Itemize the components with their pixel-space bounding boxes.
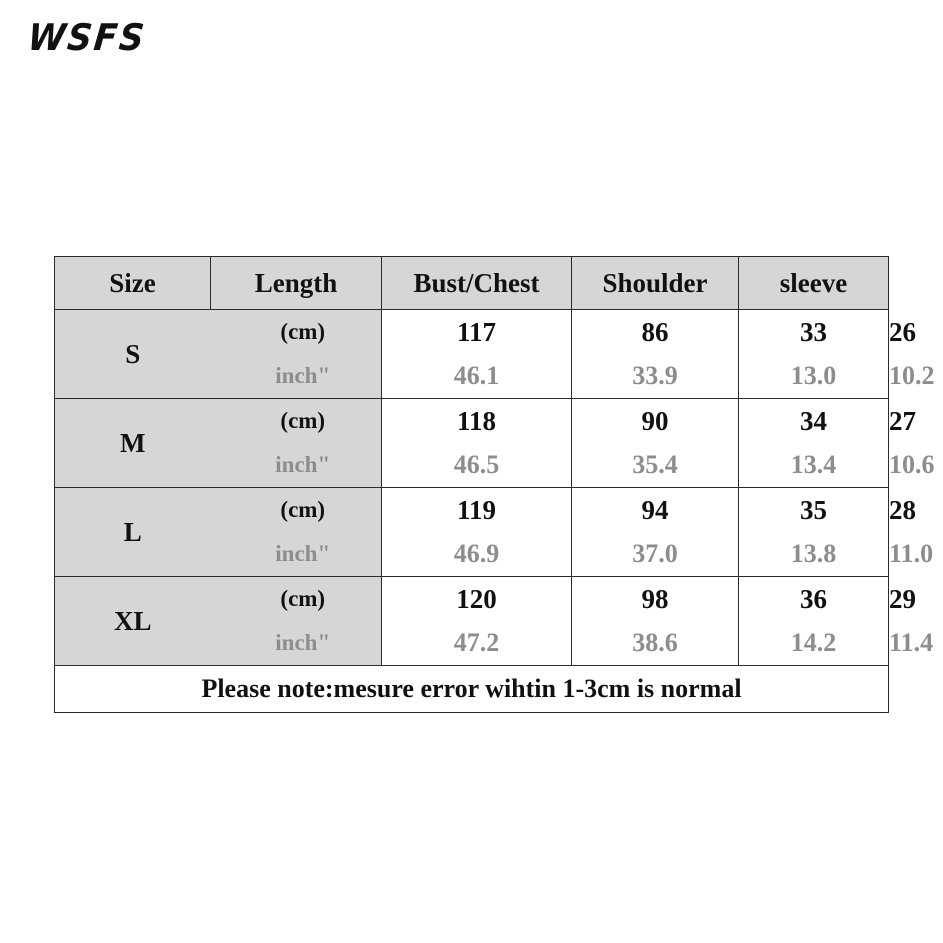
table-header-row <box>55 257 889 310</box>
cell-m-shoulder-cm: 34 <box>739 399 889 444</box>
cell-m-shoulder-inch: 13.4 <box>739 443 889 488</box>
cell-s-bust-inch: 33.9 <box>572 354 739 399</box>
cell-s-length-inch: 46.1 <box>382 354 572 399</box>
cell-s-shoulder-inch: 13.0 <box>739 354 889 399</box>
unit-label-cm: (cm) <box>211 577 382 622</box>
cell-xl-bust-cm: 98 <box>572 577 739 622</box>
cell-l-bust-inch: 37.0 <box>572 532 739 577</box>
table-row: inch" 47.2 38.6 14.2 11.4 <box>55 621 889 666</box>
brand-logo: WSFS <box>25 16 148 60</box>
table-row <box>55 666 889 713</box>
unit-label-cm: (cm) <box>211 399 382 444</box>
column-header-size: Size <box>55 257 211 310</box>
cell-l-length-cm: 119 <box>382 488 572 533</box>
cell-s-shoulder-cm: 33 <box>739 310 889 355</box>
size-label-l: L <box>55 488 211 577</box>
cell-s-bust-cm: 86 <box>572 310 739 355</box>
cell-s-length-cm: 117 <box>382 310 572 355</box>
cell-l-shoulder-cm: 35 <box>739 488 889 533</box>
table-row: XL (cm) 120 98 36 29 <box>55 577 889 622</box>
unit-label-inch: inch" <box>211 443 382 488</box>
table-row: inch" 46.9 37.0 13.8 11.0 <box>55 532 889 577</box>
size-label-s: S <box>55 310 211 399</box>
size-label-xl: XL <box>55 577 211 666</box>
cell-l-bust-cm: 94 <box>572 488 739 533</box>
size-chart-table <box>54 256 935 713</box>
cell-xl-bust-inch: 38.6 <box>572 621 739 666</box>
unit-label-cm: (cm) <box>211 310 382 355</box>
cell-m-length-cm: 118 <box>382 399 572 444</box>
table-row: M (cm) 118 90 34 27 <box>55 399 889 444</box>
cell-xl-shoulder-inch: 14.2 <box>739 621 889 666</box>
cell-xl-shoulder-cm: 36 <box>739 577 889 622</box>
column-header-length: Length <box>211 257 382 310</box>
cell-xl-length-inch: 47.2 <box>382 621 572 666</box>
column-header-sleeve: sleeve <box>739 257 889 310</box>
cell-m-length-inch: 46.5 <box>382 443 572 488</box>
table-row: L (cm) 119 94 35 28 <box>55 488 889 533</box>
table-row: inch" 46.5 35.4 13.4 10.6 <box>55 443 889 488</box>
column-header-bust-chest: Bust/Chest <box>382 257 572 310</box>
cell-l-length-inch: 46.9 <box>382 532 572 577</box>
unit-label-inch: inch" <box>211 532 382 577</box>
measurement-note: Please note:mesure error wihtin 1-3cm is normal <box>55 666 889 713</box>
cell-m-bust-cm: 90 <box>572 399 739 444</box>
unit-label-inch: inch" <box>211 354 382 399</box>
table-row: inch" 46.1 33.9 13.0 10.2 <box>55 354 889 399</box>
unit-label-cm: (cm) <box>211 488 382 533</box>
table-row: S (cm) 117 86 33 26 <box>55 310 889 355</box>
cell-xl-length-cm: 120 <box>382 577 572 622</box>
unit-label-inch: inch" <box>211 621 382 666</box>
cell-l-shoulder-inch: 13.8 <box>739 532 889 577</box>
table-header <box>55 257 889 310</box>
cell-m-bust-inch: 35.4 <box>572 443 739 488</box>
table-body <box>55 310 935 713</box>
size-label-m: M <box>55 399 211 488</box>
column-header-shoulder: Shoulder <box>572 257 739 310</box>
